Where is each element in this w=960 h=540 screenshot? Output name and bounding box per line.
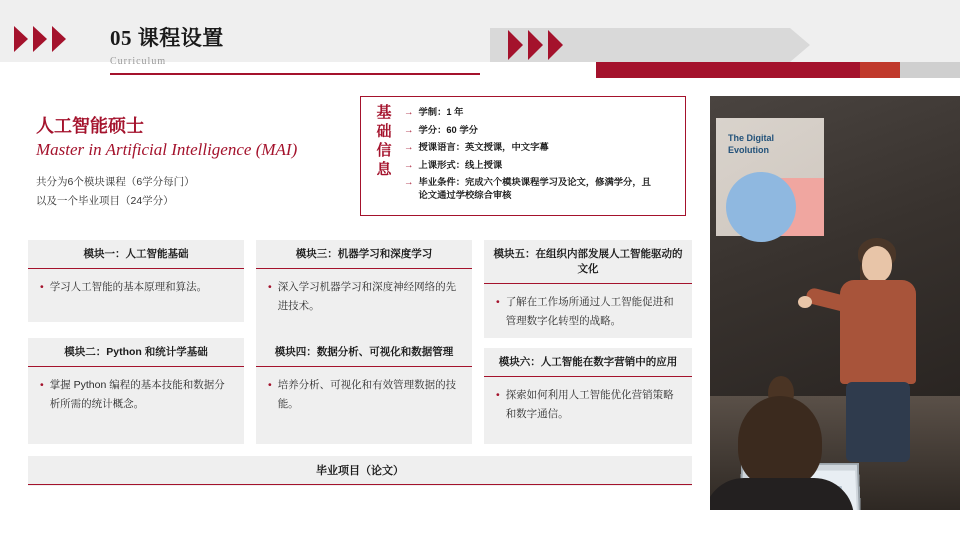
bullet-icon: • (40, 281, 44, 293)
module-body (28, 269, 244, 305)
info-item (404, 124, 676, 137)
header-red-bar (596, 62, 886, 78)
module-title: 模块五：在组织内部发展人工智能驱动的文化 (484, 240, 692, 284)
info-item-text-line1: 毕业条件：完成六个模块课程学习及论文，修满学分，且 (418, 177, 651, 187)
info-item-text: 授课语言：英文授课，中文字幕 (418, 142, 549, 152)
module-title: 模块三：机器学习和深度学习 (256, 240, 472, 269)
info-item (404, 141, 676, 154)
bullet-icon: • (496, 296, 500, 308)
bullet-icon: • (268, 281, 272, 293)
module-card (256, 338, 472, 444)
header-chevrons-left (14, 26, 66, 52)
module-body (484, 284, 692, 339)
module-title: 模块二：Python 和统计学基础 (28, 338, 244, 367)
photo-projection-screen (716, 118, 824, 236)
chevron-right-icon (33, 26, 47, 52)
program-note-modules: 共分为6个模块课程（6学分每门） (36, 176, 195, 188)
info-item-text: 学分：60 学分 (418, 124, 478, 135)
lecture-photo (710, 96, 960, 510)
info-item (404, 176, 676, 202)
header-underline (110, 73, 480, 75)
chevron-right-icon (14, 26, 28, 52)
arrow-right-icon: → (404, 177, 414, 188)
graduation-project-card (28, 456, 692, 486)
program-title-cn: 人工智能硕士 (36, 116, 144, 136)
arrow-right-icon: → (404, 142, 414, 153)
bullet-icon: • (496, 389, 500, 401)
arrow-right-icon: → (404, 124, 414, 136)
info-item-text-line2: 论文通过学校综合审核 (418, 190, 512, 200)
info-item-text: 上课形式：线上授课 (418, 159, 503, 170)
module-body-text: 学习人工智能的基本原理和算法。 (49, 281, 208, 293)
module-body-text: 探索如何利用人工智能优化营销策略和数字通信。 (505, 389, 674, 420)
module-body-text: 掌握 Python 编程的基本技能和数据分析所需的统计概念。 (49, 379, 225, 410)
info-item (404, 159, 676, 172)
slide-header (0, 0, 960, 80)
chevron-right-icon (548, 30, 563, 60)
photo-slide-title-line1: The Digital (728, 133, 775, 143)
photo-presenter-head (862, 246, 892, 282)
module-body-text: 培养分析、可视化和有效管理数据的技能。 (277, 379, 457, 410)
header-red-bar-accent (860, 62, 900, 78)
header-gray-bar-right (900, 62, 960, 78)
module-card (484, 348, 692, 444)
info-item-text (419, 176, 677, 202)
arrow-right-icon: → (404, 107, 414, 118)
photo-presenter-legs (846, 382, 910, 462)
basic-info-label: 基础信息 (376, 105, 392, 178)
module-body (256, 367, 472, 422)
chevron-right-icon (52, 26, 66, 52)
section-number: 05 (110, 26, 132, 50)
chevron-right-icon (528, 30, 543, 60)
module-title: 模块一：人工智能基础 (28, 240, 244, 269)
header-title-wrap (110, 22, 224, 67)
photo-slide-title (728, 132, 774, 156)
info-item-text: 学制：1 年 (418, 107, 464, 117)
bullet-icon: • (40, 379, 44, 391)
module-body (28, 367, 244, 422)
section-title: 课程设置 (137, 26, 224, 50)
arrow-right-icon: → (404, 159, 414, 171)
section-subtitle: Curriculum (110, 56, 167, 67)
module-card (484, 240, 692, 338)
module-title: 模块六：人工智能在数字营销中的应用 (484, 348, 692, 377)
module-body (256, 269, 472, 324)
info-item (404, 106, 676, 119)
photo-attendee-shoulders (710, 478, 854, 510)
module-body-text: 深入学习机器学习和深度神经网络的先进技术。 (277, 281, 457, 312)
module-body (484, 377, 692, 432)
photo-presenter-body (840, 280, 916, 384)
basic-info-list (404, 106, 676, 207)
photo-attendee-head (738, 396, 822, 488)
photo-slide-title-line2: Evolution (728, 145, 769, 155)
module-body-text: 了解在工作场所通过人工智能促进和管理数字化转型的战略。 (505, 296, 674, 327)
module-card (28, 240, 244, 322)
program-note-capstone: 以及一个毕业项目（24学分） (36, 195, 174, 207)
chevron-right-icon (508, 30, 523, 60)
header-chevrons-mid (508, 30, 563, 60)
photo-slide-shape-circle (726, 172, 796, 242)
module-card (28, 338, 244, 444)
bullet-icon: • (268, 379, 272, 391)
photo-presenter-hand (798, 296, 812, 308)
module-title: 模块四：数据分析、可视化和数据管理 (256, 338, 472, 367)
module-card (256, 240, 472, 338)
program-title-en: Master in Artificial Intelligence (MAI) (36, 140, 298, 159)
page-title (110, 22, 224, 52)
graduation-project-label: 毕业项目（论文） (28, 456, 692, 485)
